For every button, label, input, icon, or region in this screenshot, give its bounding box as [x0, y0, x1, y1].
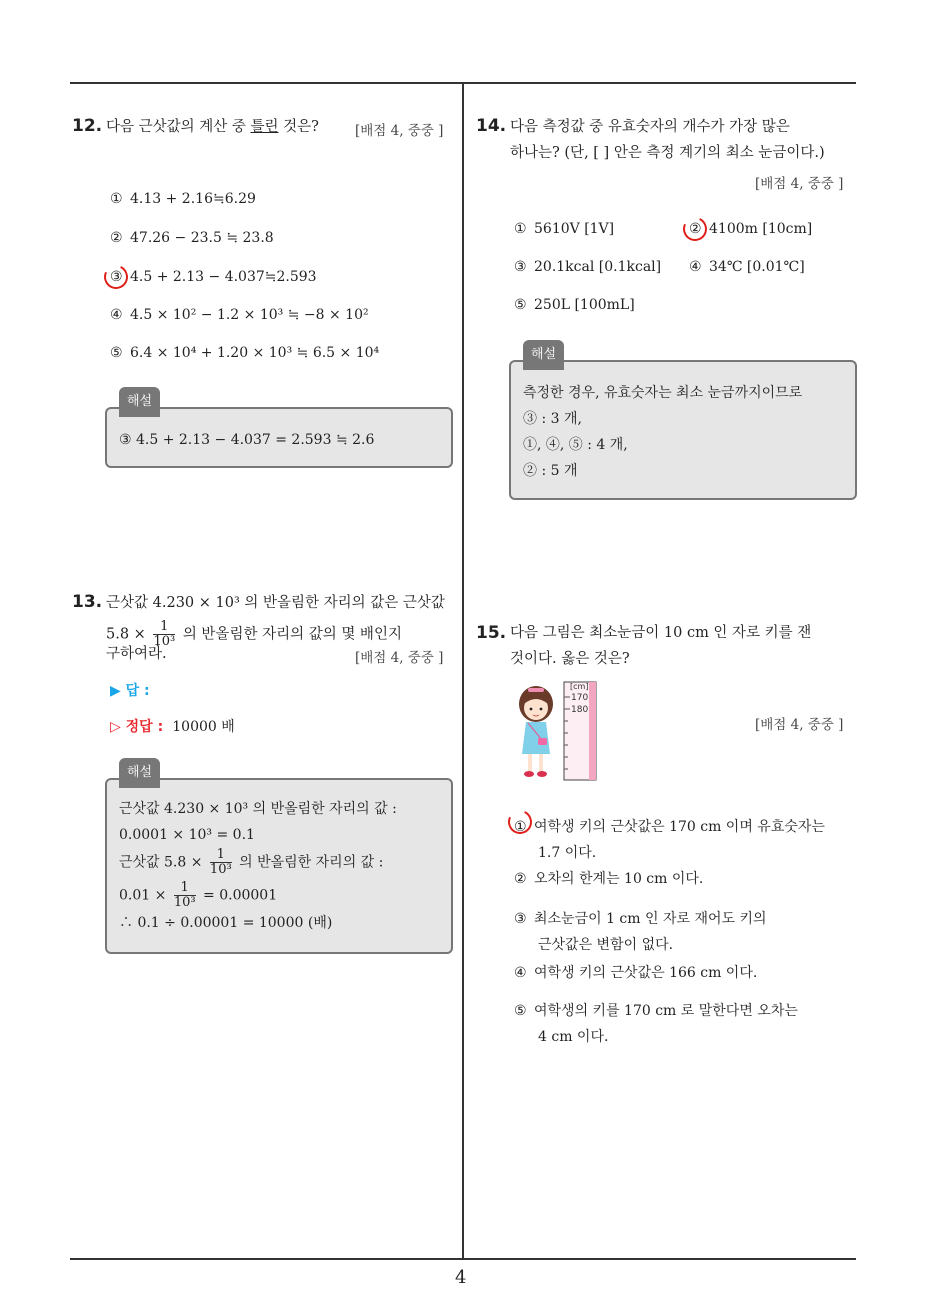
q14-explain-line-2: ③ : 3 개, [523, 411, 582, 427]
q12-stem [106, 114, 319, 140]
q12-explanation-text: ③ 4.5 + 2.13 − 4.037 = 2.593 ≒ 2.6 [119, 432, 375, 448]
option-text: 여학생 키의 근삿값은 170 cm 이며 유효숫자는 [534, 819, 825, 835]
q13-explain-line-4 [119, 881, 439, 910]
q12-answer-mark [101, 262, 132, 293]
option-text: 20.1kcal [0.1kcal] [534, 259, 662, 275]
column-divider [462, 82, 464, 1260]
option-number: ② [689, 221, 702, 237]
page-number: 4 [455, 1267, 467, 1288]
option-number: ① [514, 819, 527, 835]
option-text: 4.5 × 10² − 1.2 × 10³ ≒ −8 × 10² [130, 307, 369, 323]
q13-line-1: 근삿값 4.230 × 10³ 의 반올림한 자리의 값은 근삿값 [106, 595, 445, 611]
q13-explanation [105, 765, 453, 954]
explanation-tab: 해설 [523, 340, 564, 370]
option-number: ④ [110, 307, 123, 323]
option-text: 여학생의 키를 170 cm 로 말한다면 오차는 [534, 1003, 798, 1019]
fraction-numerator: 1 [174, 881, 196, 896]
q15-score: [배점 4, 중중 ] [755, 717, 844, 733]
q14-explain-line-4: ② : 5 개 [523, 463, 578, 479]
q15-line-2: 것이다. 옳은 것은? [510, 651, 630, 667]
q13-explain-line-3 [119, 848, 439, 877]
girl-illustration [519, 686, 553, 777]
option-number: ⑤ [514, 297, 527, 313]
explanation-tab: 해설 [119, 387, 160, 417]
q14-option-1[interactable] [514, 221, 614, 237]
q14-number: 14. [476, 116, 507, 136]
option-number: ④ [514, 965, 527, 981]
q13-correct-value: 10000 배 [172, 719, 235, 735]
option-number: ③ [110, 269, 123, 285]
option-text-cont: 1.7 이다. [538, 845, 597, 861]
q13-correct-label: ▷ 정답 : [110, 719, 164, 735]
explanation-tab: 해설 [119, 758, 160, 788]
option-text: 4.5 + 2.13 − 4.037≒2.593 [130, 269, 317, 285]
option-number: ③ [514, 259, 527, 275]
q13-number: 13. [72, 592, 103, 612]
q12-option-3[interactable] [110, 269, 317, 285]
explain-text: 근삿값 5.8 × [119, 854, 203, 871]
q13-correct-answer [110, 716, 235, 736]
q15-option-4[interactable] [514, 962, 757, 982]
option-number: ⑤ [514, 1003, 527, 1019]
q15-height-figure [508, 676, 603, 782]
q15-option-1[interactable] [514, 814, 825, 866]
q13-line-2a: 5.8 × [106, 626, 146, 643]
option-text: 34℃ [0.01℃] [709, 259, 805, 275]
option-text-cont: 4 cm 이다. [538, 1029, 609, 1045]
q14-explanation [509, 347, 857, 500]
q14-answer-mark [680, 214, 711, 245]
option-text: 6.4 × 10⁴ + 1.20 × 10³ ≒ 6.5 × 10⁴ [130, 345, 380, 361]
q14-line-1: 다음 측정값 중 유효숫자의 개수가 가장 많은 [510, 119, 790, 135]
q14-line-2: 하나는? (단, [ ] 안은 측정 계기의 최소 눈금이다.) [510, 145, 825, 161]
ruler-stripe [589, 682, 596, 780]
q15-line-1: 다음 그림은 최소눈금이 10 cm 인 자로 키를 잰 [510, 625, 812, 641]
q15-option-2[interactable] [514, 868, 703, 888]
option-number: ① [110, 191, 123, 207]
explain-text: = 0.00001 [203, 887, 278, 904]
q14-score: [배점 4, 중중 ] [755, 176, 844, 192]
q12-number: 12. [72, 116, 103, 136]
option-text: 250L [100mL] [534, 297, 635, 313]
q14-explain-line-3: ①, ④, ⑤ : 4 개, [523, 437, 628, 453]
option-text: 4100m [10cm] [709, 221, 813, 237]
option-number: ② [514, 871, 527, 887]
option-text: 오차의 한계는 10 cm 이다. [534, 871, 704, 887]
fraction-denominator: 10³ [173, 895, 196, 910]
ruler-label-180: 180 [571, 705, 589, 715]
q15-option-5[interactable] [514, 998, 798, 1050]
q12-explanation [105, 394, 453, 468]
q13-explain-line-5: ∴ 0.1 ÷ 0.00001 = 10000 (배) [119, 915, 333, 931]
explain-text: 0.01 × [119, 887, 167, 904]
q13-explain-line-1: 근삿값 4.230 × 10³ 의 반올림한 자리의 값 : [119, 801, 397, 817]
q12-option-5[interactable] [110, 345, 379, 361]
q14-option-3[interactable] [514, 259, 661, 275]
q12-option-4[interactable] [110, 307, 369, 323]
fraction-numerator: 1 [153, 620, 175, 635]
explain-fraction [210, 848, 232, 877]
q12-stem-text: 다음 근삿값의 계산 중 틀린 것은? [106, 119, 319, 135]
option-number: ④ [689, 259, 702, 275]
option-text: 최소눈금이 1 cm 인 자로 재어도 키의 [534, 911, 767, 927]
q14-option-2[interactable] [689, 221, 812, 237]
q15-option-3[interactable] [514, 906, 767, 958]
fraction-denominator: 10³ [153, 634, 176, 649]
q12-score: [배점 4, 중중 ] [355, 123, 444, 139]
option-text: 4.13 + 2.16≒6.29 [130, 191, 256, 207]
q15-number: 15. [476, 623, 507, 643]
option-text: 여학생 키의 근삿값은 166 cm 이다. [534, 965, 758, 981]
q13-answer-label: ▶ 답 : [110, 683, 150, 699]
q12-option-1[interactable] [110, 191, 256, 207]
option-text-cont: 근삿값은 변함이 없다. [538, 937, 674, 953]
ruler-unit-label: [cm] [570, 682, 589, 691]
q14-option-5[interactable] [514, 297, 635, 313]
q12-option-2[interactable] [110, 230, 274, 246]
q13-line-2b: 의 반올림한 자리의 값의 몇 배인지 [182, 626, 402, 643]
ruler-label-170: 170 [571, 693, 589, 703]
option-number: ③ [514, 911, 527, 927]
option-text: 47.26 − 23.5 ≒ 23.8 [130, 230, 274, 246]
q14-explain-line-1: 측정한 경우, 유효숫자는 최소 눈금까지이므로 [523, 385, 803, 401]
option-number: ⑤ [110, 345, 123, 361]
explain-fraction [174, 881, 196, 910]
explain-text: 의 반올림한 자리의 값 : [239, 854, 384, 871]
q13-line-3: 구하여라. [106, 646, 167, 662]
option-number: ② [110, 230, 123, 246]
q13-score: [배점 4, 중중 ] [355, 650, 444, 666]
option-text: 5610V [1V] [534, 221, 615, 237]
q13-explain-line-2: 0.0001 × 10³ = 0.1 [119, 827, 255, 843]
fraction-denominator: 10³ [209, 862, 232, 877]
option-number: ① [514, 221, 527, 237]
bottom-rule [70, 1258, 856, 1260]
fraction-numerator: 1 [210, 848, 232, 863]
q14-option-4[interactable] [689, 259, 805, 275]
